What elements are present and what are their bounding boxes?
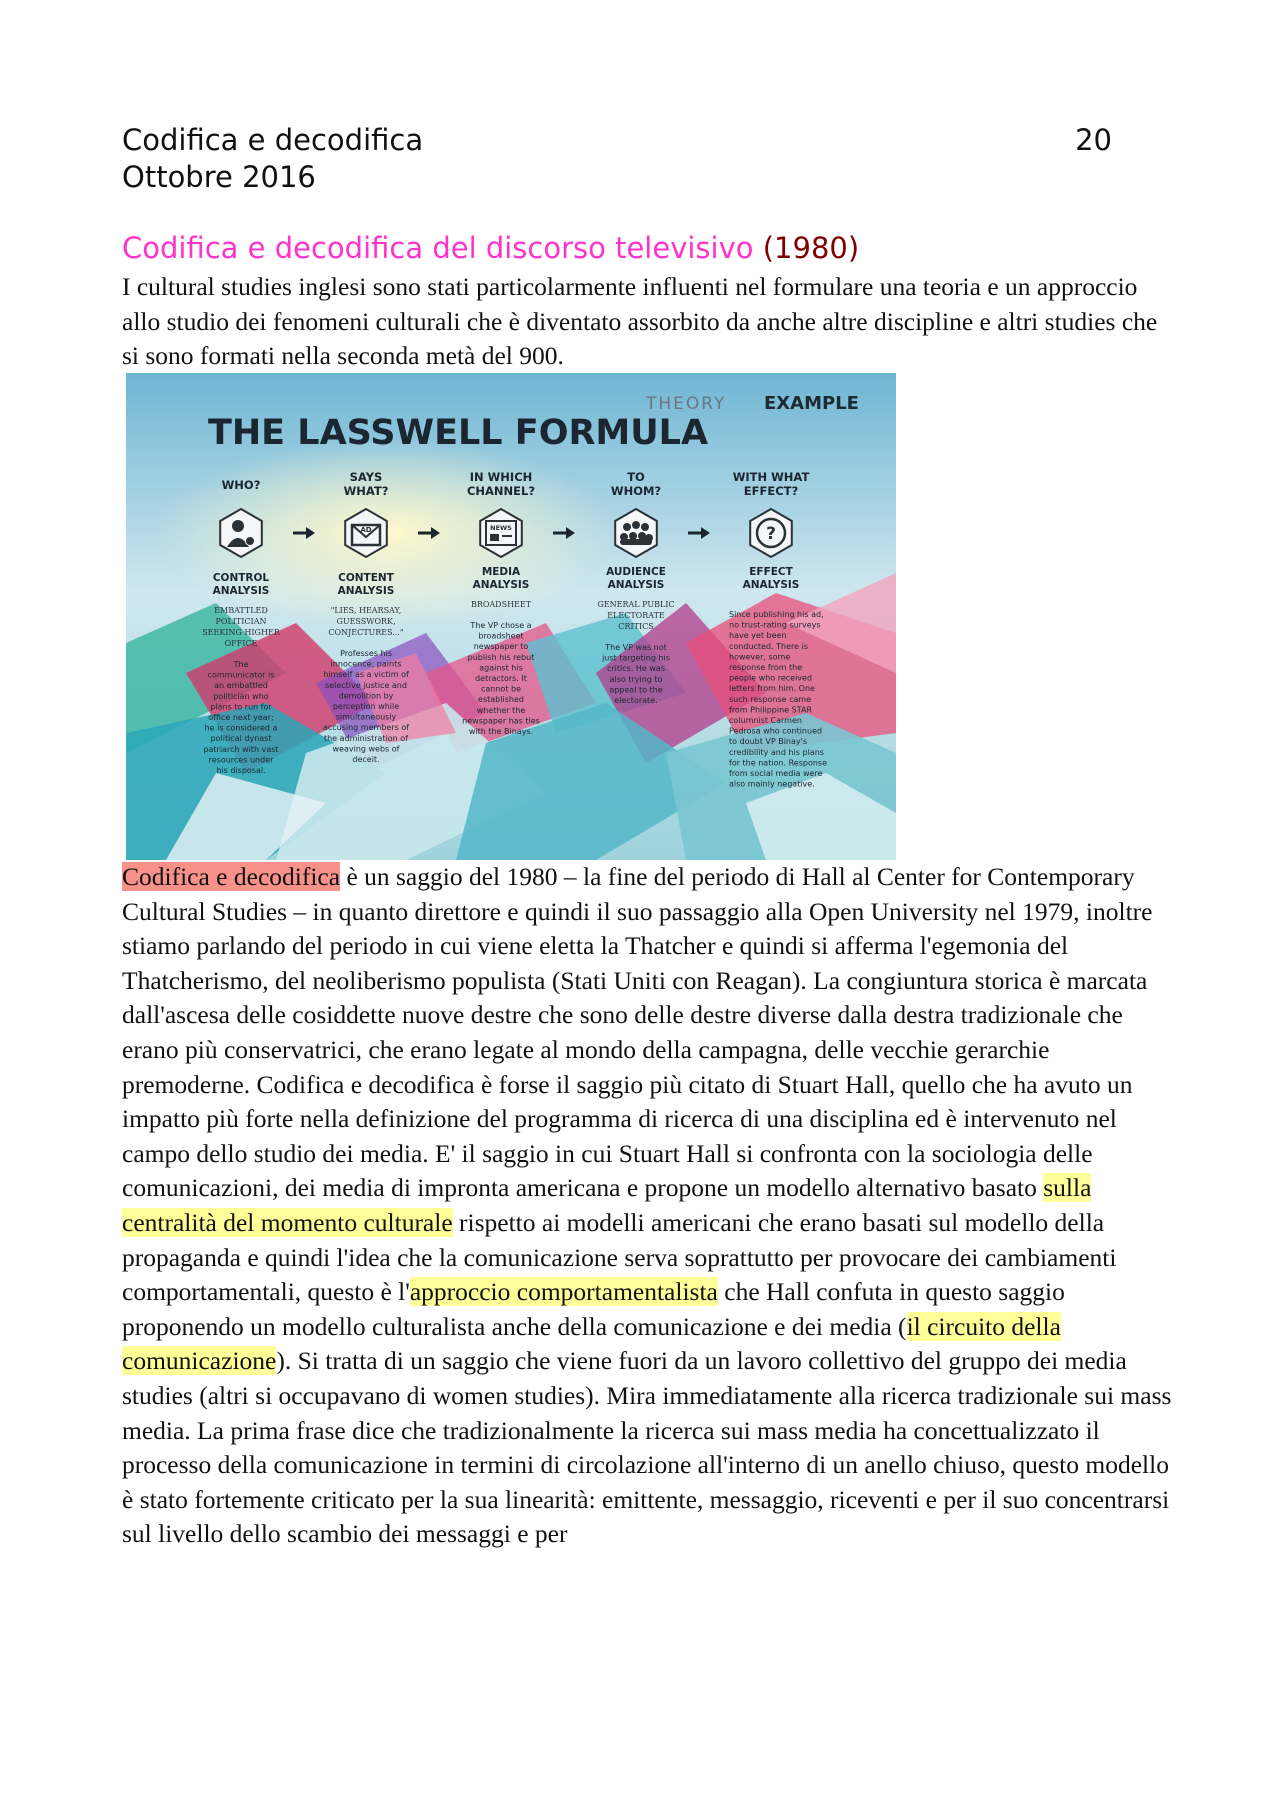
column-sub: OFFICE	[224, 639, 258, 648]
body-paragraph	[122, 860, 1177, 1552]
infographic-title: THE LASSWELL FORMULA	[208, 413, 709, 453]
column-analysis: ANALYSIS	[472, 579, 530, 591]
body-text-2: rispetto ai modelli americani che erano basati sul modello della propaganda e quindi l'idea che la comunicazione serva soprattutto per provocare dei cambiamenti comportamentali, questo è l'	[122, 1207, 1117, 1307]
column-body: the administration of	[323, 733, 409, 743]
column-body: selective justice and	[325, 680, 407, 690]
audience-icon-person	[632, 521, 640, 529]
column-sub: GUESSWORK,	[336, 617, 396, 626]
column-question: WHO?	[221, 478, 261, 492]
column-body: Since publishing his ad,	[729, 610, 824, 619]
highlight-cultural-moment: sulla centralità del momento culturale	[122, 1173, 1092, 1237]
column-body: Pedrosa who continued	[729, 726, 823, 736]
newspaper-icon-text: NEWS	[490, 524, 512, 532]
header-title: Codifica e decodifica	[122, 123, 424, 157]
tag-theory: THEORY	[646, 394, 727, 414]
column-sub: CONJECTURES..."	[328, 628, 404, 637]
newspaper-icon-line	[502, 535, 512, 537]
question-icon-mark: ?	[766, 524, 776, 544]
column-sub: BROADSHEET	[470, 600, 532, 609]
column-body: The VP was not	[605, 643, 667, 652]
column-sub: POLITICIAN	[215, 617, 267, 626]
header-day: 20	[1075, 123, 1112, 157]
column-analysis: CONTROL	[212, 572, 270, 584]
column-sub: CRITICS	[618, 622, 654, 631]
column-question: CHANNEL?	[466, 484, 536, 498]
column-body: newspaper has ties	[462, 716, 540, 726]
column-analysis: ANALYSIS	[337, 585, 395, 597]
column-body: also mainly negative.	[729, 779, 815, 789]
audience-icon-row	[620, 539, 652, 545]
column-body: patriarch with vast	[203, 744, 279, 754]
column-body: whether the	[476, 705, 526, 715]
column-body: publish his rebut	[467, 652, 535, 662]
lasswell-infographic	[126, 373, 896, 860]
column-body: however, some	[729, 652, 791, 662]
column-body: communicator is	[207, 670, 275, 680]
column-body: conducted. There is	[729, 641, 808, 651]
column-analysis: ANALYSIS	[607, 579, 665, 591]
column-body: he is considered a	[204, 723, 278, 733]
column-body: from Philippine STAR	[729, 705, 813, 715]
column-body: response from the	[729, 663, 803, 672]
audience-icon-person	[623, 523, 631, 531]
column-analysis: AUDIENCE	[606, 566, 666, 578]
envelope-icon-text: AD	[360, 526, 372, 534]
column-question: IN WHICH	[469, 470, 533, 484]
column-body: his disposal.	[216, 766, 266, 775]
column-body: political dynast	[210, 734, 272, 744]
column-body: resources under	[208, 755, 274, 765]
column-body: electorate.	[614, 696, 658, 705]
tag-example: EXAMPLE	[764, 393, 859, 414]
column-body: weaving webs of	[332, 744, 400, 754]
column-body: office next year;	[208, 713, 274, 722]
column-question: SAYS	[349, 470, 383, 484]
header-month-year: Ottobre 2016	[122, 160, 316, 194]
column-question: EFFECT?	[743, 484, 799, 498]
body-text-1: è un saggio del 1980 – la fine del periodo di Hall al Center for Contemporary Cultural Studies – in quanto direttore e quindi il suo passaggio alla Open University nel 1979, inoltre stiamo parlando del periodo in cui viene eletta la Thatcher e quindi si afferma l'egemonia del Thatcherismo, del neoliberismo populista (Stati Uniti con Reagan). La congiuntura storica è marcata dall'ascesa delle cosiddette nuove destre che sono delle destre diverse dalla destra tradizionale che erano più conservatrici, che erano legate al mondo della campagna, delle vecchie gerarchie premoderne. Codifica e decodifica è forse il saggio più citato di Stuart Hall, quello che ha avuto un impatto più forte nella definizione del programma di ricerca di una disciplina ed è intervenuto nel campo dello studio dei media. E' il saggio in cui Stuart Hall si confronta con la sociologia delle comunicazioni, dei media di impronta americana e propone un modello alternativo basato	[122, 862, 1153, 1203]
column-question: TO	[627, 470, 645, 484]
section-heading	[122, 228, 859, 268]
column-body: politician who	[213, 691, 269, 701]
highlight-title: Codifica e decodifica	[122, 862, 341, 891]
column-analysis: CONTENT	[338, 572, 394, 584]
column-question: WHAT?	[343, 484, 389, 498]
column-sub: GENERAL PUBLIC	[597, 600, 675, 609]
column-body: detractors. It	[475, 674, 527, 683]
newspaper-icon-photo	[490, 534, 499, 541]
column-body: just targeting his	[602, 653, 670, 663]
column-sub: "LIES, HEARSAY,	[330, 606, 402, 615]
column-body: to doubt VP Binay's	[729, 737, 807, 747]
column-body: cannot be	[480, 684, 522, 694]
column-body: from social media were	[729, 769, 823, 778]
column-body: himself as a victim of	[323, 670, 409, 680]
column-body: letters from him. One	[729, 684, 815, 694]
column-body: against his	[479, 663, 523, 673]
column-body: broadsheet	[478, 631, 524, 641]
column-body: with the Binays.	[468, 727, 534, 736]
section-heading-text: Codifica e decodifica del discorso televisivo	[122, 231, 754, 265]
column-body: have yet been	[729, 631, 787, 641]
column-body: demolition by	[338, 691, 394, 701]
column-analysis: ANALYSIS	[742, 579, 800, 591]
column-body: for the nation. Response	[729, 758, 828, 768]
column-body: accusing members of	[322, 723, 410, 733]
column-body: such response came	[729, 694, 812, 704]
column-body: perception while	[332, 702, 400, 711]
body-text-3: che Hall confuta in questo saggio proponendo un modello culturalista anche della comunicazione e dei media (	[122, 1277, 1065, 1341]
column-body: established	[478, 695, 524, 705]
page-header	[122, 122, 1112, 194]
column-body: innocence; paints	[330, 659, 402, 669]
audience-icon-person	[638, 532, 646, 540]
column-sub: EMBATTLED	[214, 606, 268, 615]
column-body: an embattled	[214, 681, 268, 691]
column-body: appeal to the	[609, 685, 663, 695]
body-text-4: ). Si tratta di un saggio che viene fuori da un lavoro collettivo del gruppo dei media studies (altri si occupavano di women studies). Mira immediatamente alla ricerca tradizionale sui mass media. La prima frase dice che tradizionalmente la ricerca sui mass media ha concettualizzato il processo della comunicazione in termini di circolazione all'interno di un anello chiuso, questo modello è stato fortemente criticato per la sua linearità: emittente, messaggio, riceventi e per il suo concentrarsi sul livello dello scambio dei messaggi e per	[122, 1346, 1172, 1549]
column-question: WHOM?	[610, 484, 662, 498]
person-icon-badge	[246, 537, 255, 546]
column-body: plans to run for	[210, 702, 272, 712]
column-body: no trust-rating surveys	[729, 620, 821, 630]
column-body: Professes his	[340, 649, 392, 658]
column-sub: ELECTORATE	[607, 611, 665, 620]
column-analysis: EFFECT	[749, 566, 793, 578]
section-heading-year: (1980)	[762, 231, 860, 265]
audience-icon-person	[641, 523, 649, 531]
column-body: people who received	[729, 673, 813, 683]
column-body: simultaneously	[335, 712, 397, 722]
column-body: deceit.	[352, 755, 380, 764]
column-body: newspaper to	[473, 642, 529, 652]
intro-paragraph: I cultural studies inglesi sono stati particolarmente influenti nel formulare una teoria e un approccio allo studio dei fenomeni culturali che è diventato assorbito da anche altre discipline e altri studies che si sono formati nella seconda metà del 900.	[122, 272, 1158, 371]
column-sub: SEEKING HIGHER	[202, 628, 280, 637]
person-icon-head	[232, 520, 244, 532]
column-body: also trying to	[609, 674, 663, 684]
column-body: credibility and his plans	[729, 747, 824, 757]
column-body: The	[233, 660, 249, 669]
highlight-communication-circuit: il circuito della comunicazione	[122, 1311, 1061, 1376]
highlight-behaviorist-approach: approccio comportamentalista	[409, 1277, 718, 1307]
column-body: columnist Carmen	[729, 716, 802, 725]
column-analysis: ANALYSIS	[212, 585, 270, 597]
column-body: critics. He was	[606, 664, 666, 674]
column-body: The VP chose a	[470, 621, 532, 630]
audience-icon-person	[629, 532, 637, 540]
column-analysis: MEDIA	[481, 566, 521, 578]
column-question: WITH WHAT	[732, 470, 810, 484]
